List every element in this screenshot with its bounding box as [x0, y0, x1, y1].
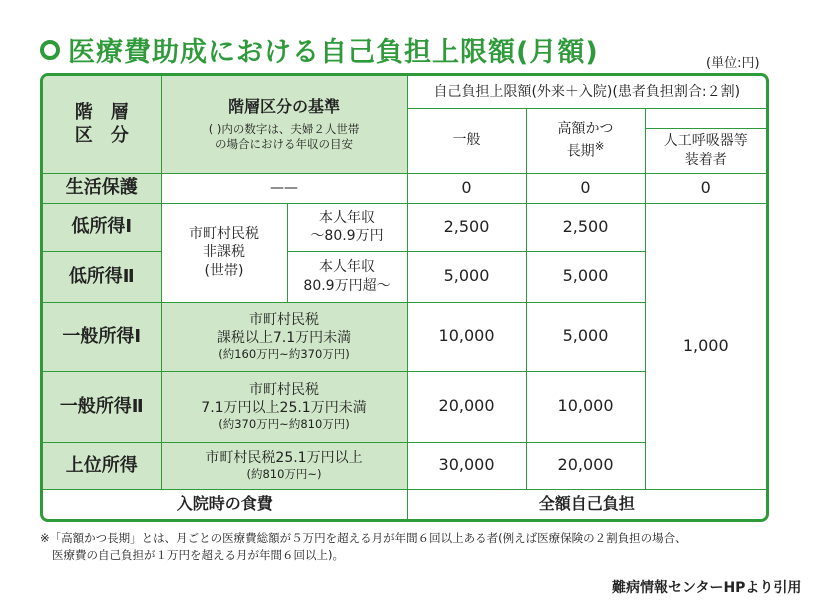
basis-line2: 7.1万円以上25.1万円未満 [201, 400, 367, 417]
header-vent-line2: 装着者 [684, 151, 727, 168]
row-high: 5,000 [526, 251, 645, 302]
income-line2: ～80.9万円 [310, 228, 384, 244]
header-vent-spacer [645, 108, 766, 128]
header-basis-note-line2: の場合における年収の目安 [215, 136, 353, 151]
header-high-line1: 高額かつ [557, 121, 614, 138]
basis-line2: (約810万円~) [246, 467, 322, 482]
row-income [287, 251, 407, 302]
header-general: 一般 [407, 108, 526, 173]
row-high: 5,000 [526, 302, 645, 371]
row-tier: 一般所得Ⅰ [43, 302, 161, 371]
row-high: 20,000 [526, 442, 645, 489]
basis-line1: 市町村民税 [249, 381, 319, 398]
row-basis [161, 302, 407, 371]
row-tier: 低所得Ⅱ [43, 251, 161, 302]
row-general: 0 [407, 173, 526, 203]
basis-group-line1: 市町村民税 [189, 226, 259, 243]
row-basis [161, 371, 407, 442]
header-basis [161, 76, 407, 173]
header-high-mark: ※ [594, 138, 605, 153]
income-line2: 80.9万円超～ [303, 277, 391, 294]
row-income [287, 203, 407, 251]
footer-right: 全額自己負担 [407, 489, 766, 519]
header-vent-line1: 人工呼吸器等 [663, 133, 748, 150]
title-text: 医療費助成における自己負担上限額(月額) [68, 37, 599, 68]
footer-row [43, 489, 766, 519]
row-basis-group [161, 203, 287, 302]
header-ventilator [645, 128, 766, 173]
basis-group-line3: (世帯) [204, 262, 244, 279]
basis-line2: 課税以上7.1万円未満 [216, 330, 352, 347]
income-line1: 本人年収 [319, 209, 375, 226]
row-general: 30,000 [407, 442, 526, 489]
row-general: 20,000 [407, 371, 526, 442]
header-tier-line1: 階 層 [74, 101, 129, 123]
row-basis: —— [161, 173, 407, 203]
footnote-line1: ※「高額かつ長期」とは、月ごとの医療費総額が５万円を超える月が年間６回以上ある者(例えば医療保険の２割負担の場合、 [40, 531, 687, 545]
page-title [40, 30, 599, 69]
basis-group-line2: 非課税 [203, 244, 245, 261]
row-general: 5,000 [407, 251, 526, 302]
row-general: 10,000 [407, 302, 526, 371]
source-credit: 難病情報センターHPより引用 [612, 580, 802, 596]
row-basis [161, 442, 407, 489]
header-limit: 自己負担上限額(外来＋入院)(患者負担割合:２割) [407, 76, 766, 108]
row-general: 2,500 [407, 203, 526, 251]
header-tier [43, 76, 161, 173]
row-vent-merged: 1,000 [645, 203, 766, 489]
footnote [40, 530, 687, 564]
basis-line1: 市町村民税 [249, 311, 319, 328]
unit-label: (単位:円) [706, 56, 760, 71]
row-high: 2,500 [526, 203, 645, 251]
basis-line3: (約370万円~約810万円) [218, 417, 350, 432]
row-tier: 上位所得 [43, 442, 161, 489]
income-line1: 本人年収 [319, 259, 375, 276]
table-row [43, 203, 766, 251]
footnote-line2: 医療費の自己負担が１万円を超える月が年間６回以上)。 [52, 548, 344, 562]
header-high [526, 108, 645, 173]
row-high: 10,000 [526, 371, 645, 442]
header-tier-line2: 区 分 [74, 125, 129, 147]
row-tier: 低所得Ⅰ [43, 203, 161, 251]
header-high-line2: 長期 [566, 143, 595, 160]
basis-line1: 市町村民税25.1万円以上 [205, 449, 363, 466]
basis-line3: (約160万円~約370万円) [218, 347, 350, 362]
header-basis-note-line1: ( )内の数字は、夫婦２人世帯 [208, 121, 360, 136]
row-high: 0 [526, 173, 645, 203]
footer-left: 入院時の食費 [43, 489, 407, 519]
table-row [43, 173, 766, 203]
circle-bullet-icon [40, 40, 60, 60]
row-tier: 生活保護 [43, 173, 161, 203]
copay-table [40, 73, 769, 522]
row-vent: 0 [645, 173, 766, 203]
header-basis-title: 階層区分の基準 [228, 96, 341, 116]
row-tier: 一般所得Ⅱ [43, 371, 161, 442]
